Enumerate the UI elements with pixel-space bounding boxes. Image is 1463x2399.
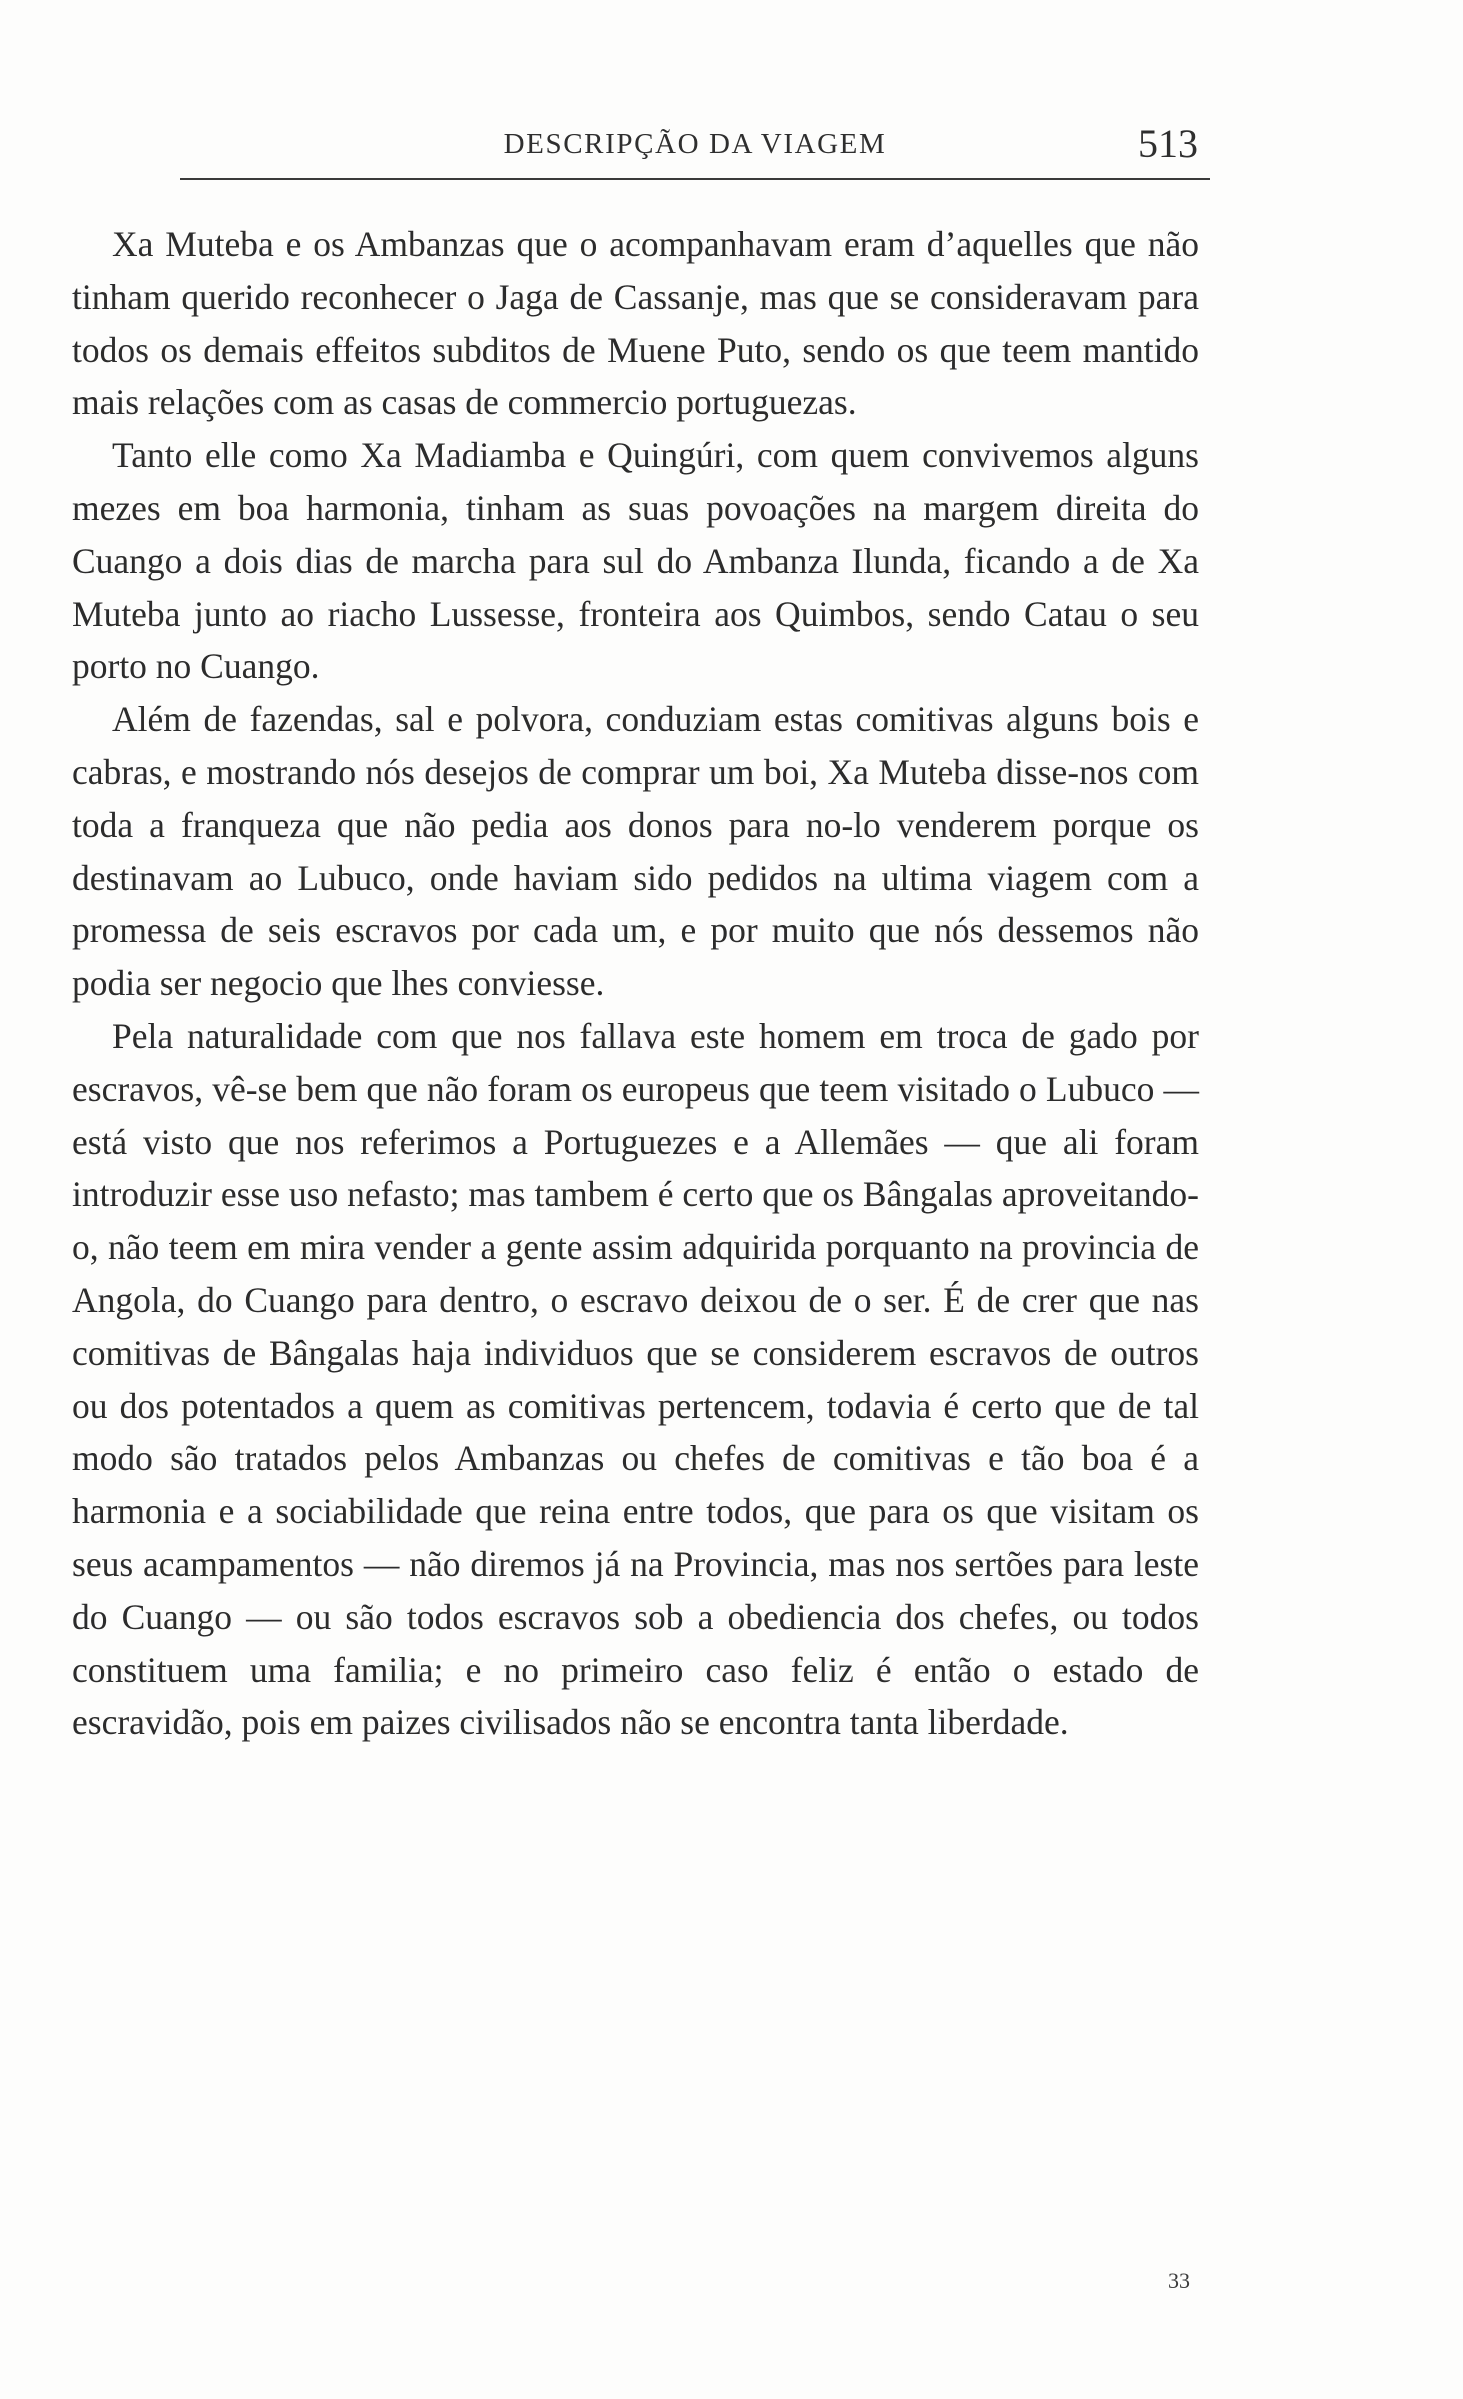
header-rule	[180, 178, 1210, 180]
running-head	[180, 120, 1210, 170]
paragraph: Xa Muteba e os Ambanzas que o acompanhavam eram d’aquelles que não tinham querido reconhecer o Jaga de Cassanje, mas que se consideravam para todos os demais effeitos subditos de Muene Puto, sendo os que teem mantido mais relações com as casas de commercio portuguezas.	[72, 224, 1199, 423]
signature-mark: 33	[1168, 2268, 1190, 2293]
body-text	[72, 218, 1199, 1749]
paragraph: Tanto elle como Xa Madiamba e Quingúri, com quem convivemos alguns mezes em boa harmonia, tinham as suas povoações na margem direita do Cuango a dois dias de marcha para sul do Ambanza Ilunda, ficando a de Xa Muteba junto ao riacho Lussesse, fronteira aos Quimbos, sendo Catau o seu porto no Cuango.	[72, 435, 1199, 687]
paragraph: Pela naturalidade com que nos fallava este homem em troca de gado por escravos, vê-se bem que não foram os europeus que teem visitado o Lubuco — está visto que nos referimos a Portuguezes e a Allemães — que ali foram introduzir esse uso nefasto; mas tambem é certo que os Bângalas aproveitando-o, não teem em mira vender a gente assim adquirida porquanto na provincia de Angola, do Cuango para dentro, o escravo deixou de o ser. É de crer que nas comitivas de Bângalas haja individuos que se considerem escravos de outros ou dos potentados a quem as comitivas pertencem, todavia é certo que de tal modo são tratados pelos Ambanzas ou chefes de comitivas e tão boa é a harmonia e a sociabilidade que reina entre todos, que para os que visitam os seus acampamentos — não diremos já na Provincia, mas nos sertões para leste do Cuango — ou são todos escravos sob a obediencia dos chefes, ou todos constituem uma familia; e no primeiro caso feliz é então o estado de escravidão, pois em paizes civilisados não se encontra tanta liberdade.	[72, 1015, 1199, 1743]
running-title: DESCRIPÇÃO DA VIAGEM	[503, 128, 887, 160]
paragraph: Além de fazendas, sal e polvora, conduziam estas comitivas alguns bois e cabras, e mostrando nós desejos de comprar um boi, Xa Muteba disse-nos com toda a franqueza que não pedia aos donos para no-lo venderem porque os destinavam ao Lubuco, onde haviam sido pedidos na ultima viagem com a promessa de seis escravos por cada um, e por muito que nós dessemos não podia ser negocio que lhes conviesse.	[72, 699, 1199, 1004]
page-number: 513	[1138, 121, 1198, 166]
